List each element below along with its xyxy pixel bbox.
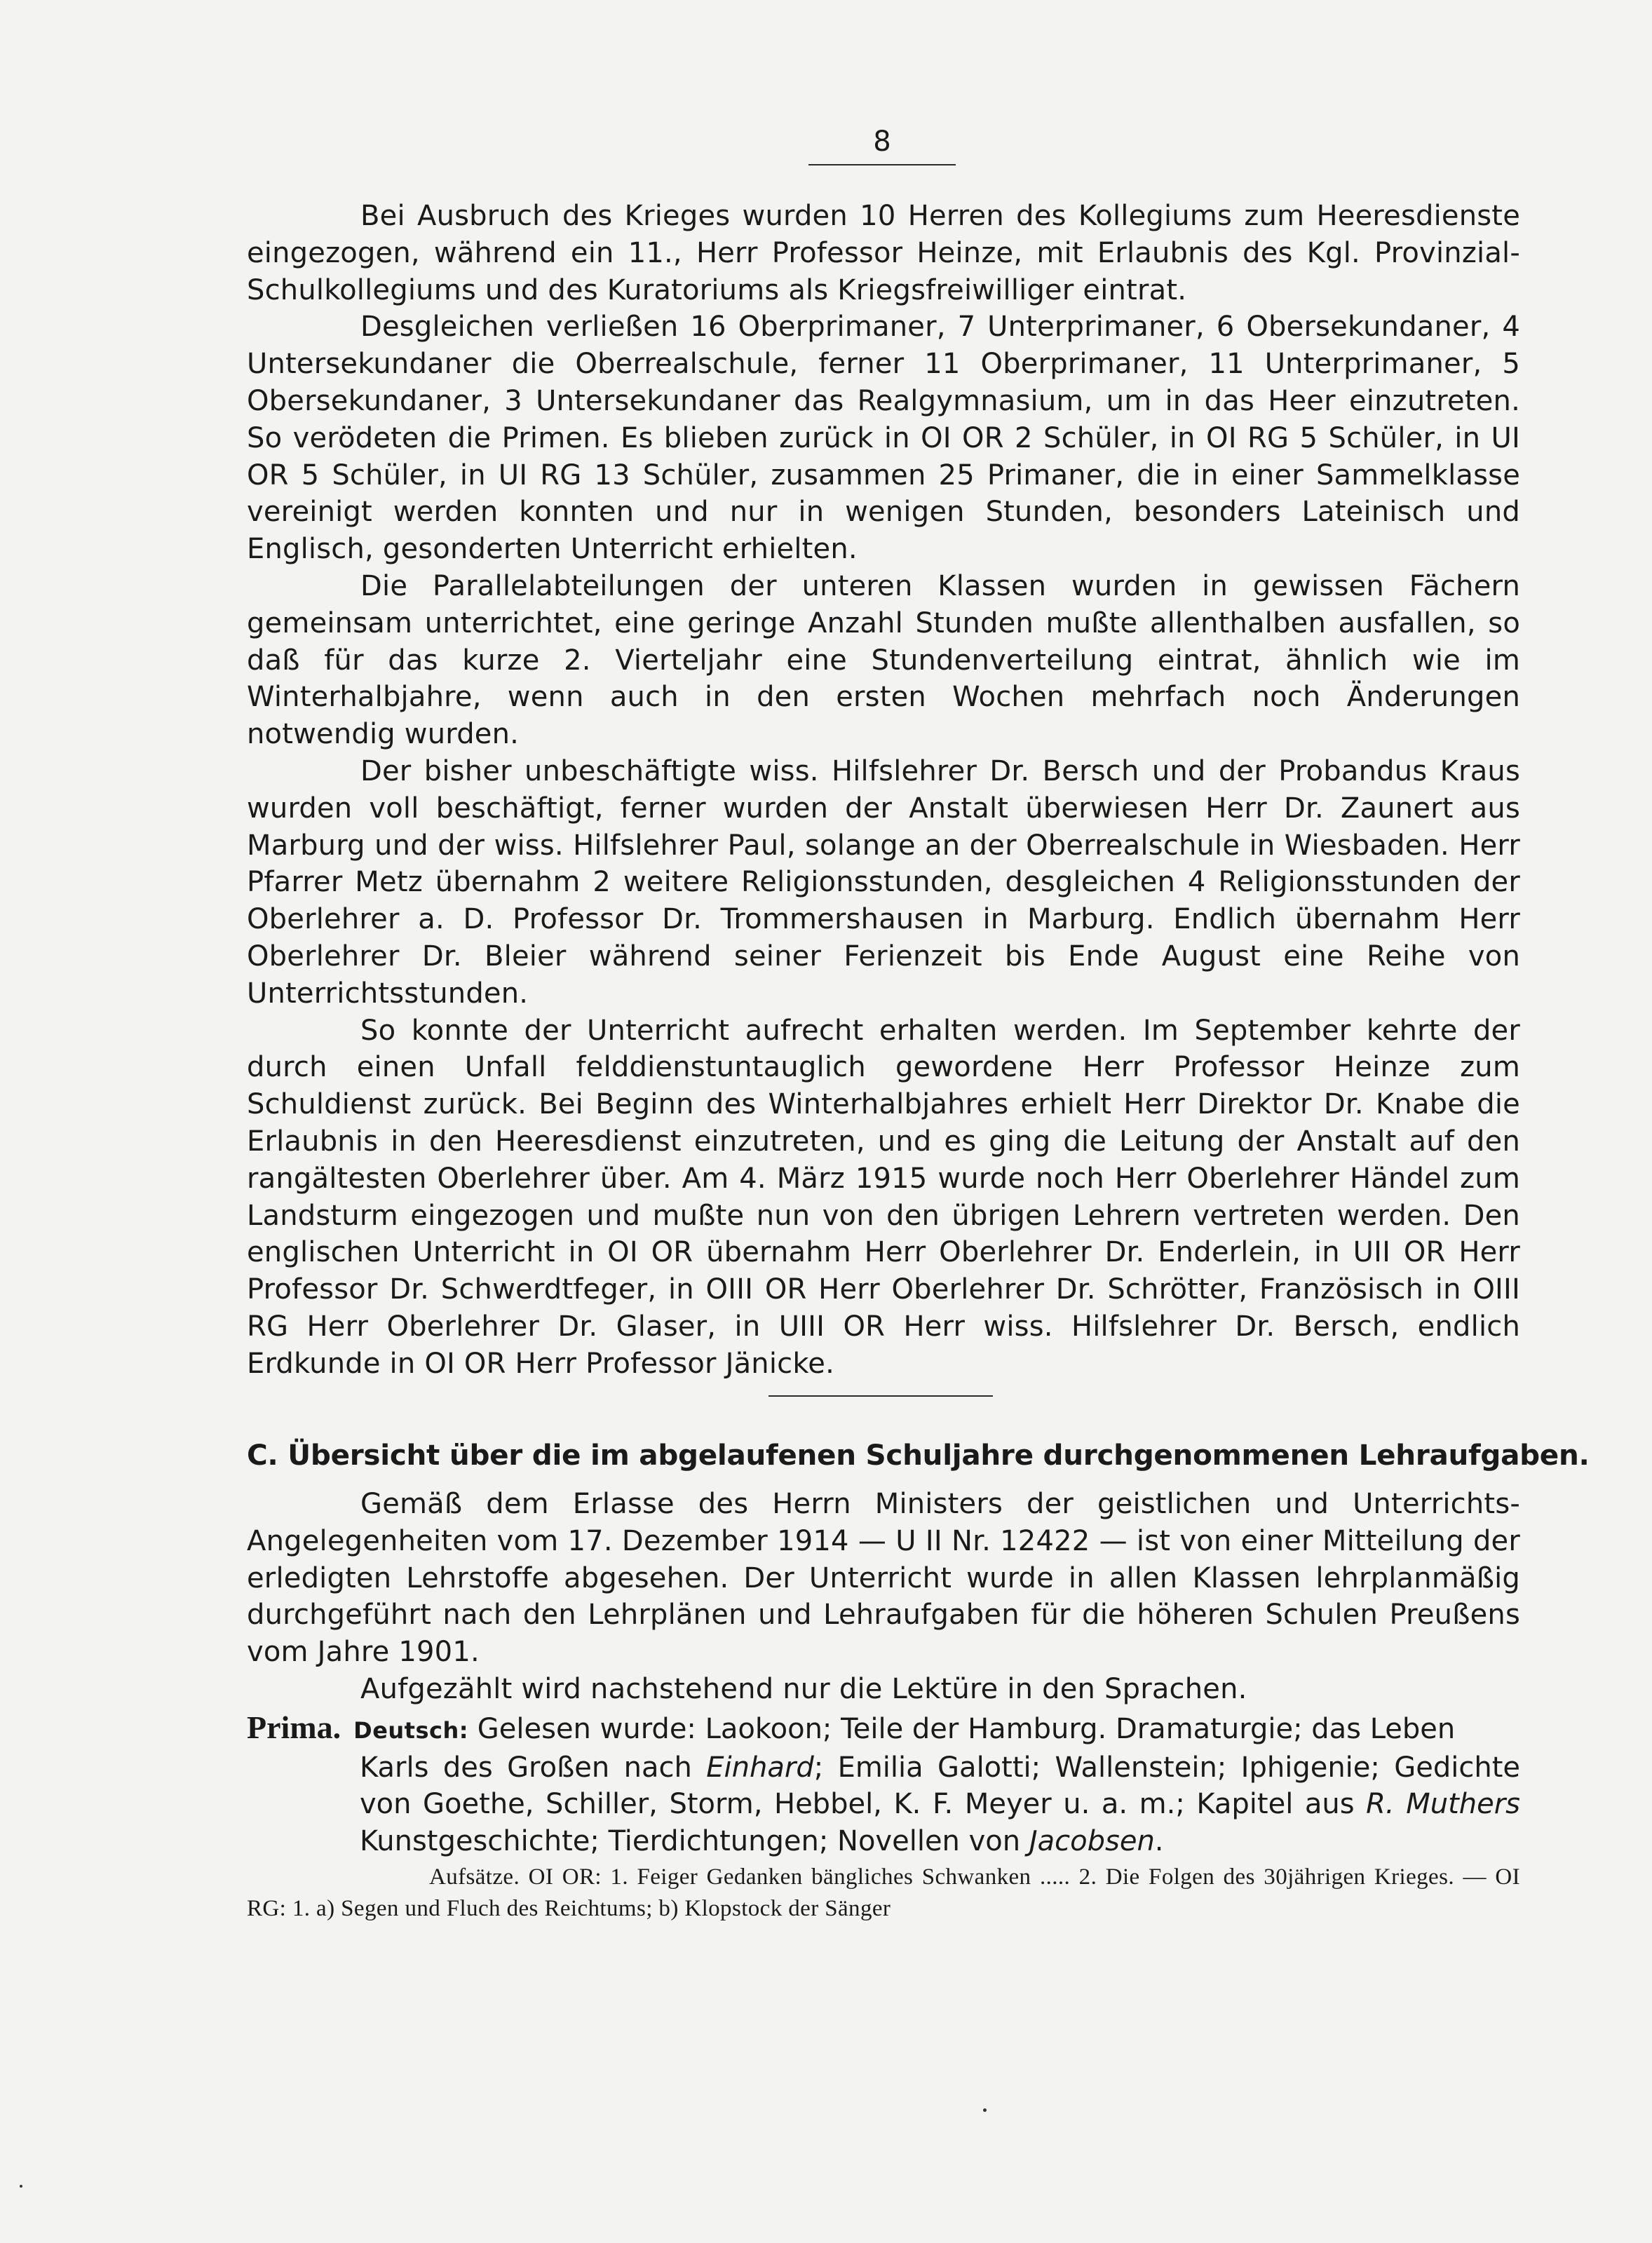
subject-label: Deutsch: (353, 1716, 469, 1744)
paragraph: Gemäß dem Erlasse des Herrn Ministers der geistlichen und Unterrichts-Angelegenheiten vom 17. Dezember 1914 — U II Nr. 12422 — ist von einer Mitteilung der erledigten Lehrstoffe abgesehen. Der Unterricht wurde in allen Klassen lehrplanmäßig durchgeführt nach den Lehrplänen und Lehraufgaben für die höheren Schulen Preußens vom Jahre 1901. (247, 1488, 1520, 1669)
paragraph: So konnte der Unterricht aufrecht erhalten werden. Im September kehrte der durch einen Unfall felddienstuntauglich gewordene Herr Professor Heinze zum Schuldienst zurück. Bei Beginn des Winterhalbjahres erhielt Herr Direktor Dr. Knabe die Erlaubnis in den Heeresdienst einzutreten, und es ging die Leitung der Anstalt auf den rangältesten Oberlehrer über. Am 4. März 1915 wurde noch Herr Oberlehrer Händel zum Landsturm eingezogen und mußte nun von den übrigen Lehrern vertreten werden. Den englischen Unterricht in OI OR übernahm Herr Oberlehrer Dr. Enderlein, in UII OR Herr Professor Dr. Schwerdtfeger, in OIII OR Herr Oberlehrer Dr. Schrötter, Französisch in OIII RG Herr Oberlehrer Dr. Glaser, in UIII OR Herr wiss. Hilfslehrer Dr. Bersch, endlich Erdkunde in OI OR Herr Professor Jänicke. (247, 1014, 1520, 1380)
author-name: Jacobsen (1029, 1825, 1155, 1858)
prima-heading: Prima. (247, 1709, 341, 1745)
prima-text: Kunstgeschichte; Tierdichtungen; Novellen von (360, 1825, 1021, 1858)
author-name: R. Muthers (1366, 1788, 1521, 1821)
prima-text: ; Emilia Galotti; Wallenstein; Iphigenie; Gedichte von Goethe, Schiller, Storm, Hebbel, K. F. Meyer u. a. m.; Kapitel aus (360, 1751, 1521, 1821)
paragraph: Bei Ausbruch des Krieges wurden 10 Herren des Kollegiums zum Heeresdienste eingezogen, während ein 11., Herr Professor Heinze, mit Erlaubnis des Kgl. Provinzial-Schulkollegiums und des Kuratoriums als Kriegsfreiwilliger eintrat. (247, 200, 1520, 306)
page-number: 8 (808, 122, 956, 165)
paragraph: Die Parallelabteilungen der unteren Klassen wurden in gewissen Fächern gemeinsam unterrichtet, eine geringe Anzahl Stunden mußte allenthalben ausfallen, so daß für das kurze 2. Vierteljahr eine Stundenverteilung eintrat, ähnlich wie im Winterhalbjahre, wenn auch in den ersten Wochen mehrfach noch Änderungen notwendig wurden. (247, 569, 1520, 751)
section-c (247, 1434, 1590, 1925)
prima-text: Gelesen wurde: Laokoon; Teile der Hamburg. Dramaturgie; das Leben (477, 1712, 1456, 1745)
prima-entry (247, 1709, 1520, 1860)
prima-text: . (1154, 1825, 1164, 1858)
main-text (247, 198, 1520, 1383)
section-title: C. Übersicht über die im abgelaufenen Schuljahre durchgenommenen Lehraufgaben. (247, 1438, 1590, 1472)
paragraph: Desgleichen verließen 16 Oberprimaner, 7 Unterprimaner, 6 Obersekundaner, 4 Untersekundaner die Oberrealschule, ferner 11 Oberprimaner, 11 Unterprimaner, 5 Obersekundaner, 3 Untersekundaner das Realgymnasium, um in das Heer einzutreten. So verödeten die Primen. Es blieben zurück in OI OR 2 Schüler, in OI RG 5 Schüler, in UI OR 5 Schüler, in UI RG 13 Schüler, zusammen 25 Primaner, die in einer Sammelklasse vereinigt werden konnten und nur in wenigen Stunden, besonders Lateinisch und Englisch, gesonderten Unterricht erhielten. (247, 311, 1520, 566)
print-speck (20, 2185, 22, 2188)
prima-continuation (247, 1749, 1520, 1860)
prima-text: Karls des Großen nach (360, 1751, 692, 1784)
print-speck (983, 2108, 987, 2112)
aufsaetze-note: Aufsätze. OI OR: 1. Feiger Gedanken bängliches Schwanken ..... 2. Die Folgen des 30jährigen Krieges. — OI RG: 1. a) Segen und Fluch des Reichtums; b) Klopstock der Sänger (247, 1864, 1520, 1921)
paragraph: Aufgezählt wird nachstehend nur die Lektüre in den Sprachen. (360, 1672, 1247, 1705)
paragraph: Der bisher unbeschäftigte wiss. Hilfslehrer Dr. Bersch und der Probandus Kraus wurden voll beschäftigt, ferner wurden der Anstalt überwiesen Herr Dr. Zaunert aus Marburg und der wiss. Hilfslehrer Paul, solange an der Oberrealschule in Wiesbaden. Herr Pfarrer Metz übernahm 2 weitere Religionsstunden, desgleichen 4 Religionsstunden der Oberlehrer a. D. Professor Dr. Trommershausen in Marburg. Endlich übernahm Herr Oberlehrer Dr. Bleier während seiner Ferienzeit bis Ende August eine Reihe von Unterrichtsstunden. (247, 754, 1520, 1010)
author-name: Einhard (706, 1751, 814, 1784)
section-divider (769, 1395, 993, 1397)
